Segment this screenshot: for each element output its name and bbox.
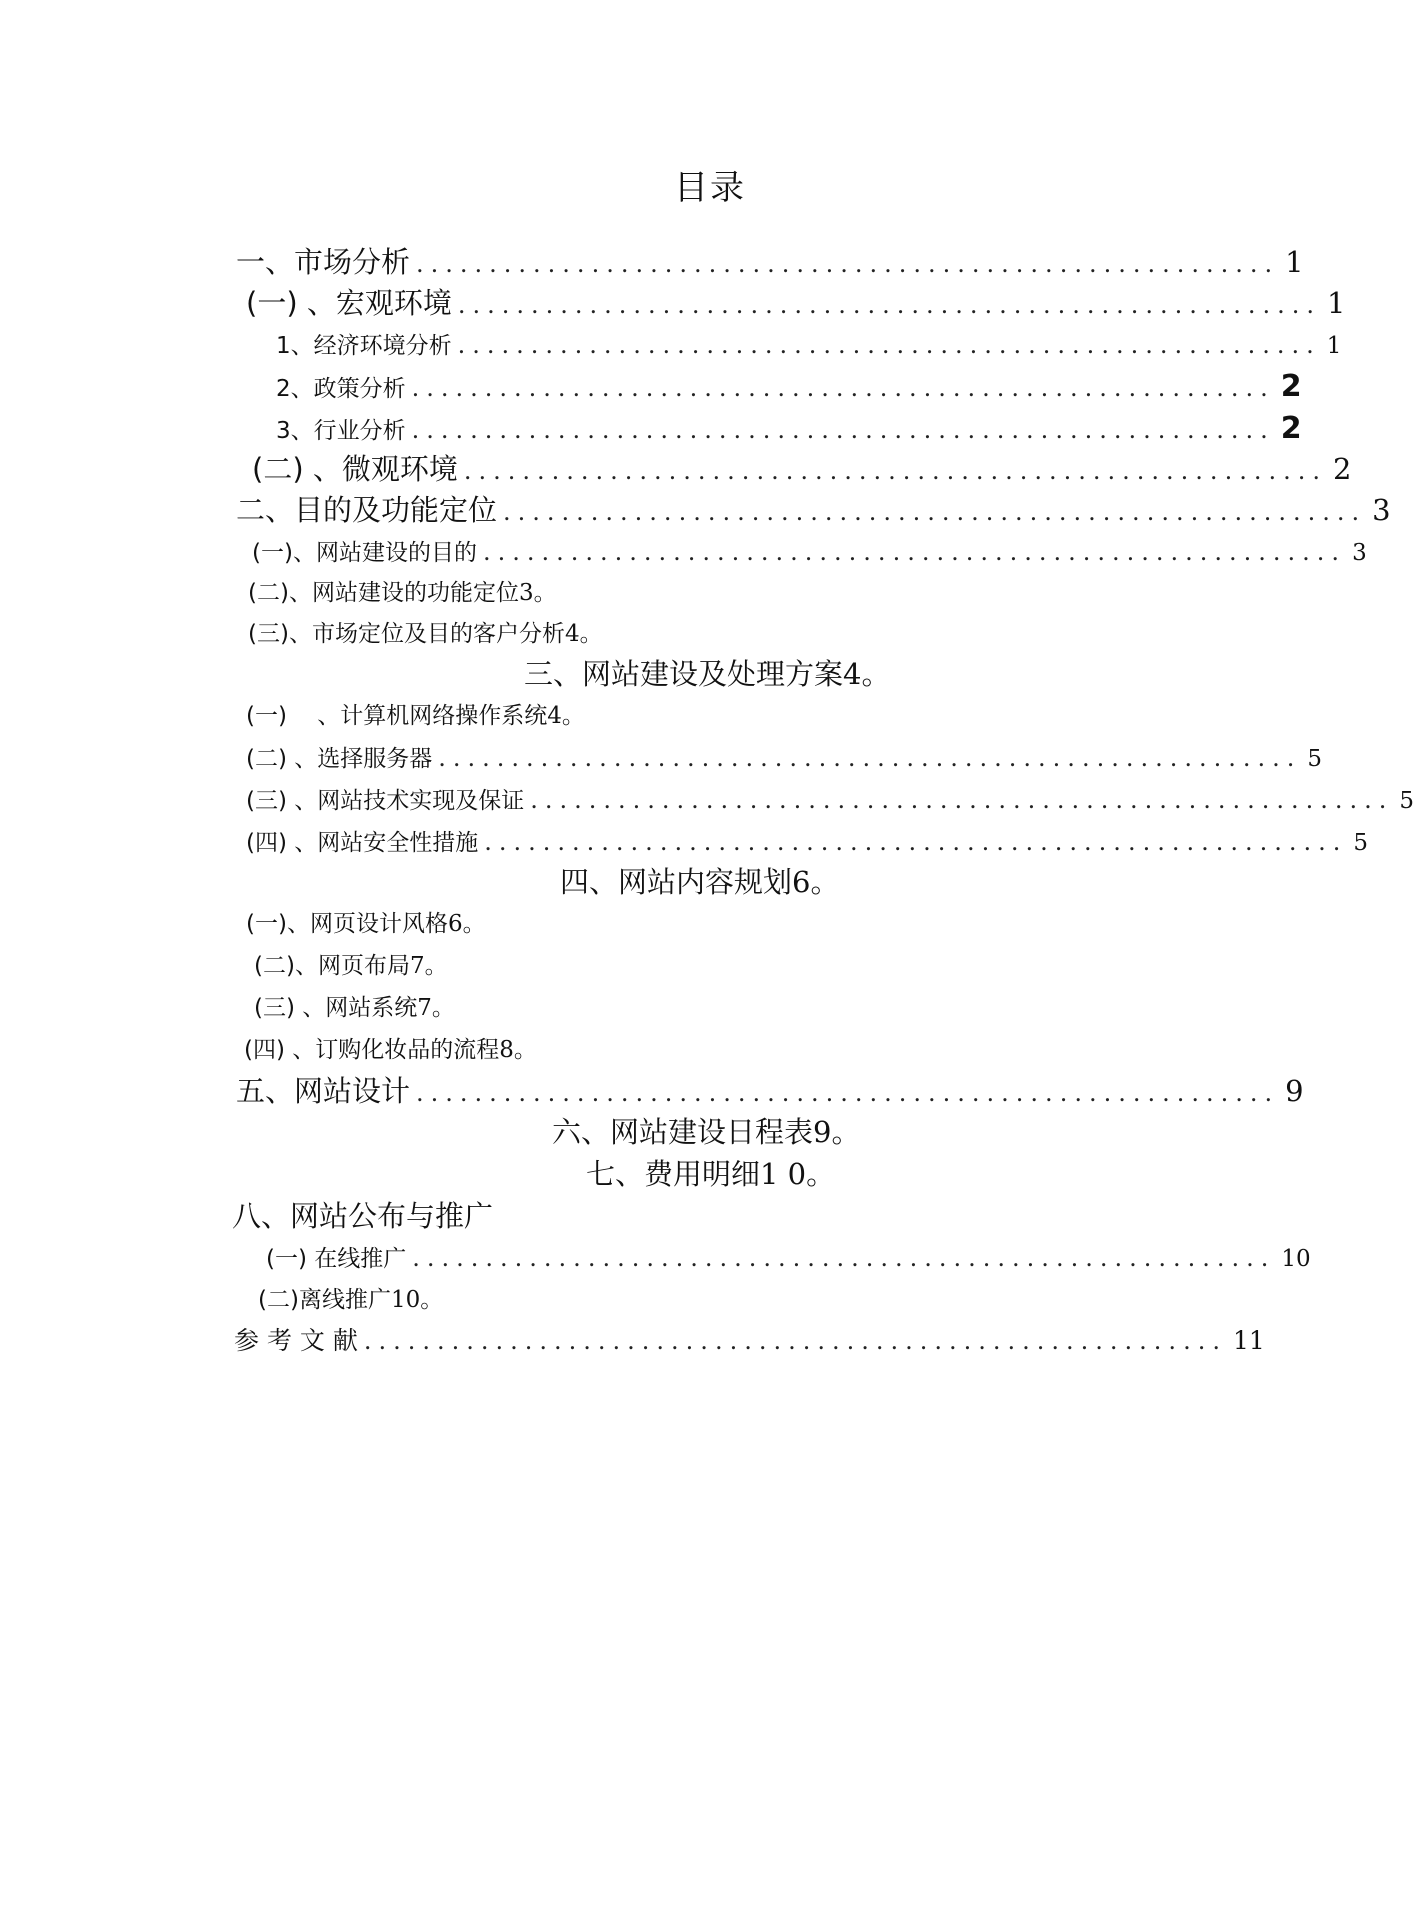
toc-page-number: 5 (1307, 746, 1323, 772)
toc-page-number: 4。 (843, 657, 891, 691)
toc-leader-dots: ........................................................... (463, 457, 1327, 485)
toc-leader-dots: ........................................................... (416, 1079, 1280, 1107)
toc-entry[interactable] (236, 242, 1304, 282)
toc-entry[interactable] (246, 738, 1323, 778)
toc-entry[interactable] (524, 654, 890, 694)
toc-page-number: 1 (1326, 333, 1342, 359)
toc-entry-label: 2、政策分析 (276, 376, 406, 402)
toc-entry-label: 参 考 文 献 (234, 1326, 358, 1355)
toc-entry-label: (三) 、网站系统 (254, 995, 418, 1021)
toc-page-number: 2 (1332, 452, 1352, 486)
toc-page-number: 5 (1399, 788, 1415, 814)
toc-page-number: 10。 (390, 1287, 444, 1313)
toc-entry[interactable] (236, 490, 1391, 530)
toc-leader-dots: ........................................................... (363, 1327, 1227, 1355)
toc-entry[interactable] (246, 696, 585, 736)
toc-page-number: 3。 (518, 580, 557, 606)
toc-page-number: 11 (1232, 1326, 1265, 1355)
toc-page-number: 4。 (564, 621, 603, 647)
toc-entry[interactable] (246, 283, 1346, 323)
toc-page-number: 1 (1326, 286, 1346, 320)
toc-page-number: 2 (1280, 411, 1302, 446)
toc-entry[interactable] (254, 988, 455, 1028)
toc-leader-dots: ........................................................... (457, 331, 1321, 359)
toc-entry[interactable] (258, 1280, 443, 1320)
toc-entry[interactable] (248, 573, 557, 613)
toc-entry-label: (二)、网页布局 (254, 953, 410, 979)
toc-entry-label: (四) 、网站安全性措施 (246, 830, 479, 856)
toc-entry[interactable] (252, 532, 1367, 572)
toc-entry-label: 一、市场分析 (236, 245, 411, 279)
toc-leader-dots: ........................................................... (412, 1244, 1276, 1272)
toc-page-number: 9。 (813, 1115, 861, 1149)
toc-leader-dots: ........................................................... (411, 416, 1275, 444)
toc-entry-label: 八、网站公布与推广 (232, 1199, 494, 1233)
toc-entry[interactable] (560, 862, 839, 902)
toc-entry-label: (一) 、宏观环境 (246, 286, 452, 320)
toc-page-number: 1 (1285, 245, 1304, 279)
toc-leader-dots: ........................................................... (411, 374, 1275, 402)
toc-page-number: 10 (1281, 1246, 1311, 1272)
toc-entry-label: (二) 、微观环境 (252, 452, 458, 486)
toc-entry[interactable] (254, 946, 448, 986)
toc-leader-dots: ........................................................... (484, 828, 1348, 856)
toc-entry-label: (二) 、选择服务器 (246, 746, 433, 772)
toc-entry-label: (二)离线推广 (258, 1287, 391, 1313)
toc-leader-dots: ........................................................... (503, 498, 1367, 526)
toc-leader-dots: ........................................................... (416, 250, 1280, 278)
toc-entry[interactable] (246, 780, 1415, 820)
toc-entry-label: 七、费用明细 (586, 1157, 761, 1191)
toc-leader-dots: ........................................................... (457, 291, 1321, 319)
toc-entry-label: 三、网站建设及处理方案 (524, 657, 844, 691)
toc-page-number: 2 (1280, 369, 1302, 404)
toc-page-number: 6。 (447, 911, 486, 937)
toc-entry[interactable] (266, 1238, 1311, 1278)
toc-leader-dots: ........................................................... (438, 744, 1302, 772)
toc-entry[interactable] (586, 1154, 835, 1194)
toc-entry-label: (四) 、订购化妆品的流程 (244, 1037, 500, 1063)
toc-page-number: 7。 (409, 953, 448, 979)
toc-page-number: 6。 (792, 865, 840, 899)
toc-entry[interactable] (252, 449, 1352, 489)
toc-entry[interactable] (246, 904, 486, 944)
toc-leader-dots: ........................................................... (530, 786, 1394, 814)
toc-page-number: 5 (1353, 830, 1369, 856)
toc-page-number: 4。 (547, 703, 585, 729)
toc-entry-label: (一) 、计算机网络操作系统 (246, 703, 548, 729)
toc-entry[interactable] (236, 1071, 1304, 1111)
toc-entry-label: (三)、市场定位及目的客户分析 (248, 621, 565, 647)
toc-entry-label: 二、目的及功能定位 (236, 493, 498, 527)
toc-entry-label: (一) 在线推广 (266, 1246, 407, 1272)
toc-entry-label: 五、网站设计 (236, 1074, 411, 1108)
toc-entry-label: (一)、网页设计风格 (246, 911, 448, 937)
toc-page-number: 8。 (499, 1037, 537, 1063)
toc-entry[interactable] (232, 1196, 493, 1236)
toc-entry-label: 1、经济环境分析 (276, 333, 452, 359)
toc-entry[interactable] (246, 822, 1369, 862)
toc-title: 目录 (674, 168, 746, 208)
toc-entry-label: 四、网站内容规划 (560, 865, 793, 899)
toc-entry-label: (二)、网站建设的功能定位 (248, 580, 519, 606)
toc-entry[interactable] (244, 1030, 537, 1070)
toc-entry-label: (三) 、网站技术实现及保证 (246, 788, 525, 814)
toc-leader-dots: ........................................................... (482, 538, 1347, 566)
toc-entry[interactable] (276, 325, 1342, 365)
toc-entry-label: 3、行业分析 (276, 418, 406, 444)
toc-entry-label: (一)、网站建设的目的 (252, 540, 477, 566)
toc-page-number: 3 (1352, 540, 1367, 566)
toc-page-number: 7。 (417, 995, 455, 1021)
toc-entry-label: 六、网站建设日程表 (552, 1115, 814, 1149)
toc-entry[interactable] (234, 1321, 1265, 1361)
toc-entry[interactable] (248, 614, 603, 654)
toc-entry[interactable] (552, 1112, 860, 1152)
toc-entry[interactable] (276, 367, 1302, 407)
toc-entry[interactable] (276, 409, 1302, 449)
toc-page-number: 9 (1285, 1074, 1304, 1108)
toc-page-number: 1 0。 (760, 1157, 836, 1191)
toc-page-number: 3 (1372, 493, 1391, 527)
